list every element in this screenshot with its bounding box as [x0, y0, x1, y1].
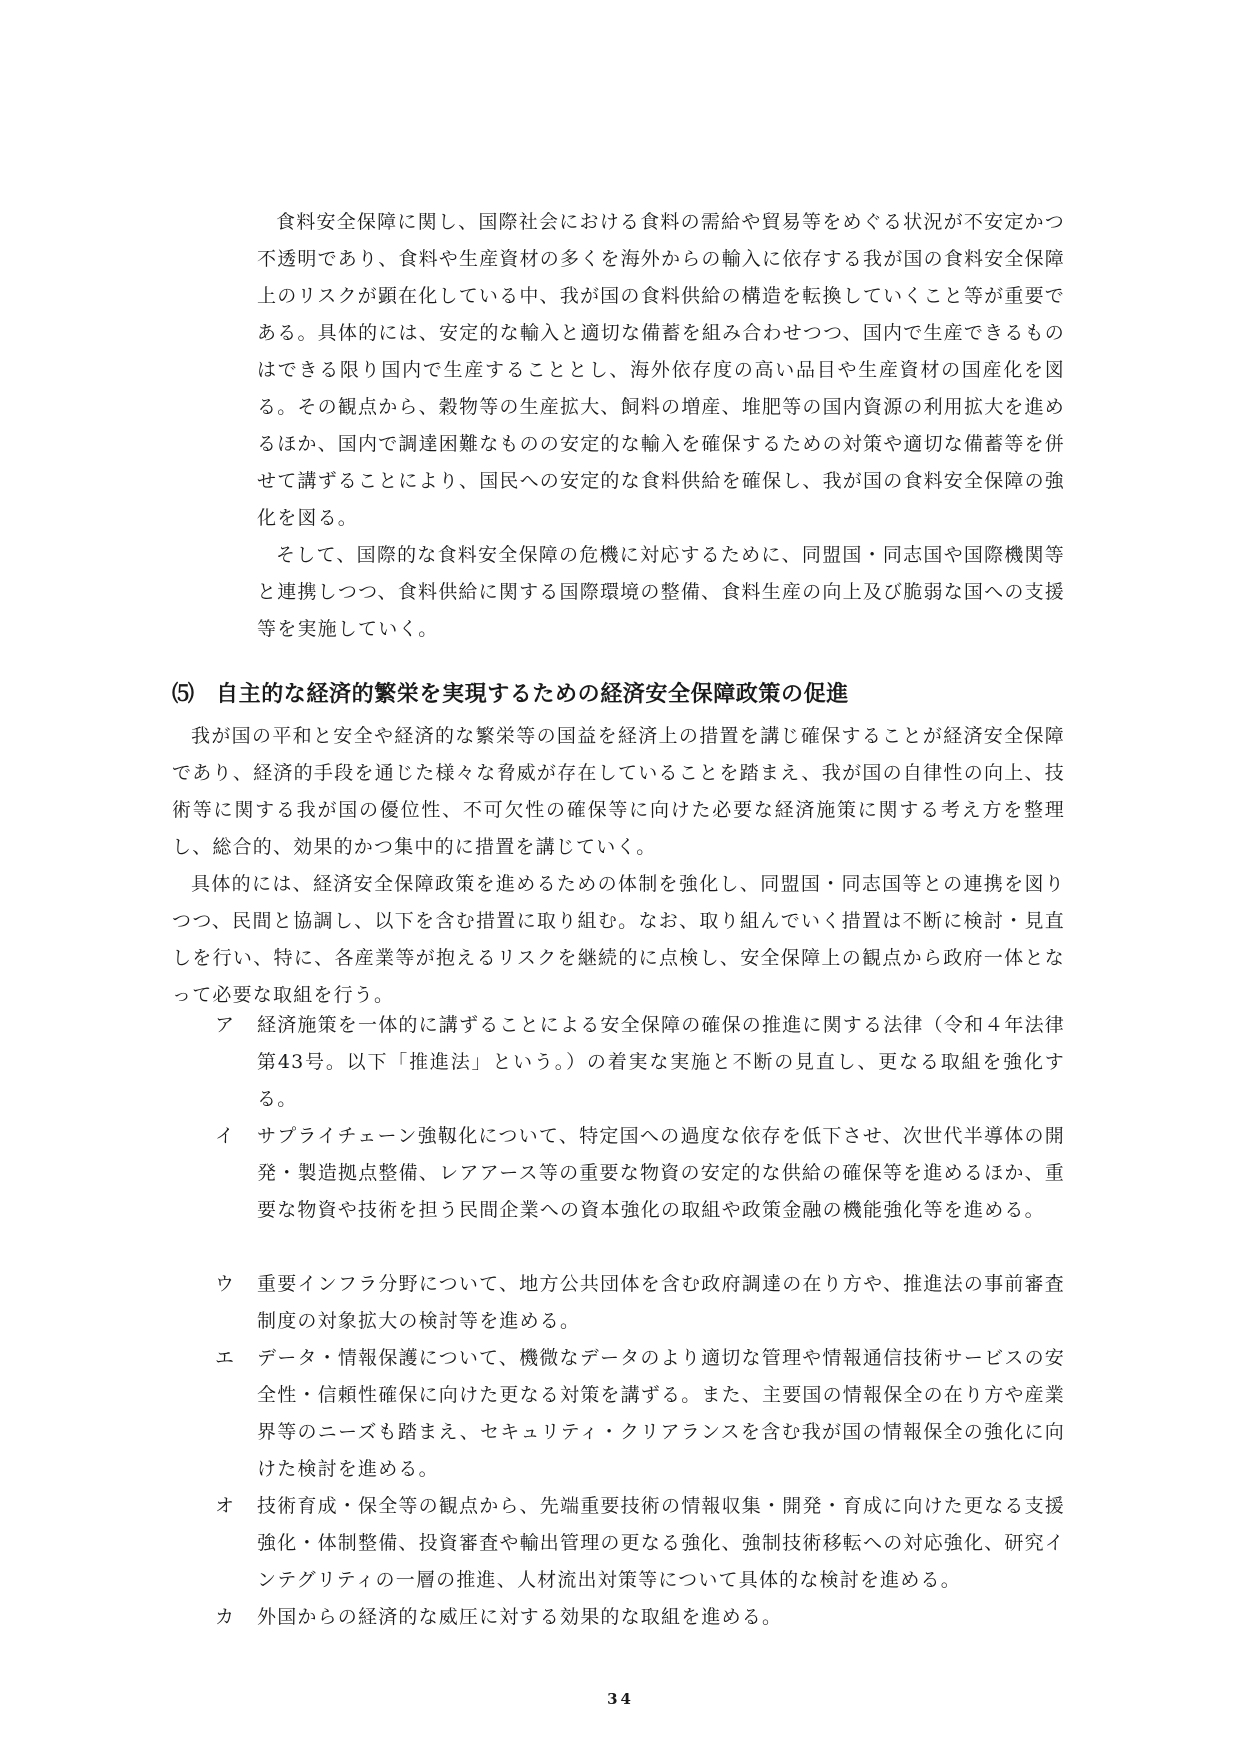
section-paragraph-1: 我が国の平和と安全や経済的な繁栄等の国益を経済上の措置を講じ確保することが経済安全保障であり、経済的手段を通じた様々な脅威が存在していることを踏まえ、我が国の自律性の向上、技術等に関する我が国の優位性、不可欠性の確保等に向けた必要な経済施策に関する考え方を整理し、総合的、効果的かつ集中的に措置を講じていく。 — [172, 725, 1065, 858]
section-paragraph-2: 具体的には、経済安全保障政策を進めるための体制を強化し、同盟国・同志国等との連携を図りつつ、民間と協調し、以下を含む措置に取り組む。なお、取り組んでいく措置は不断に検討・見直しを行い、特に、各産業等が抱えるリスクを継続的に点検し、安全保障上の観点から政府一体となって必要な取組を行う。 — [172, 873, 1065, 1006]
list-item-text: データ・情報保護について、機微なデータのより適切な管理や情報通信技術サービスの安全性・信頼性確保に向けた更なる対策を講ずる。また、主要国の情報保全の在り方や産業界等のニーズも踏まえ、セキュリティ・クリアランスを含む我が国の情報保全の強化に向けた検討を進める。 — [257, 1347, 1066, 1480]
list-item-text: 重要インフラ分野について、地方公共団体を含む政府調達の在り方や、推進法の事前審査制度の対象拡大の検討等を進める。 — [257, 1273, 1065, 1332]
list-item-text: 経済施策を一体的に講ずることによる安全保障の確保の推進に関する法律（令和４年法律第43号。以下「推進法」という。）の着実な実施と不断の見直し、更なる取組を強化する。 — [257, 1014, 1066, 1110]
list-item-marker: ウ — [215, 1273, 235, 1295]
list-item-text: 外国からの経済的な威圧に対する効果的な取組を進める。 — [257, 1606, 783, 1628]
list-item-text: サプライチェーン強靱化について、特定国への過度な依存を低下させ、次世代半導体の開発・製造拠点整備、レアアース等の重要な物資の安定的な供給の確保等を進めるほか、重要な物資や技術を担う民間企業への資本強化の取組や政策金融の機能強化等を進める。 — [257, 1125, 1065, 1221]
list-item-text: 技術育成・保全等の観点から、先端重要技術の情報収集・開発・育成に向けた更なる支援強化・体制整備、投資審査や輸出管理の更なる強化、強制技術移転への対応強化、研究インテグリティの一層の推進、人材流出対策等について具体的な検討を進める。 — [257, 1495, 1066, 1591]
intro-paragraph-1: 食料安全保障に関し、国際社会における食料の需給や貿易等をめぐる状況が不安定かつ不透明であり、食料や生産資材の多くを海外からの輸入に依存する我が国の食料安全保障上のリスクが顕在化している中、我が国の食料供給の構造を転換していくこと等が重要である。具体的には、安定的な輸入と適切な備蓄を組み合わせつつ、国内で生産できるものはできる限り国内で生産することとし、海外依存度の高い品目や生産資材の国産化を図る。その観点から、穀物等の生産拡大、飼料の増産、堆肥等の国内資源の利用拡大を進めるほか、国内で調達困難なものの安定的な輸入を確保するための対策や適切な備蓄等を併せて講ずることにより、国民への安定的な食料供給を確保し、我が国の食料安全保障の強化を図る。 — [257, 211, 1066, 529]
intro-paragraph-2: そして、国際的な食料安全保障の危機に対応するために、同盟国・同志国や国際機関等と連携しつつ、食料供給に関する国際環境の整備、食料生産の向上及び脆弱な国への支援等を実施していく。 — [257, 544, 1065, 640]
list-item-marker: エ — [215, 1347, 235, 1369]
section-title: 自主的な経済的繁栄を実現するための経済安全保障政策の促進 — [216, 682, 849, 707]
list-item-marker: ア — [215, 1014, 235, 1036]
list-item-marker: イ — [215, 1125, 235, 1147]
section-heading — [172, 678, 1072, 712]
list-item-marker: オ — [215, 1495, 235, 1517]
page-number: 34 — [607, 1690, 634, 1708]
section-number: ⑸ — [172, 682, 195, 707]
list-item-marker: カ — [215, 1606, 235, 1628]
